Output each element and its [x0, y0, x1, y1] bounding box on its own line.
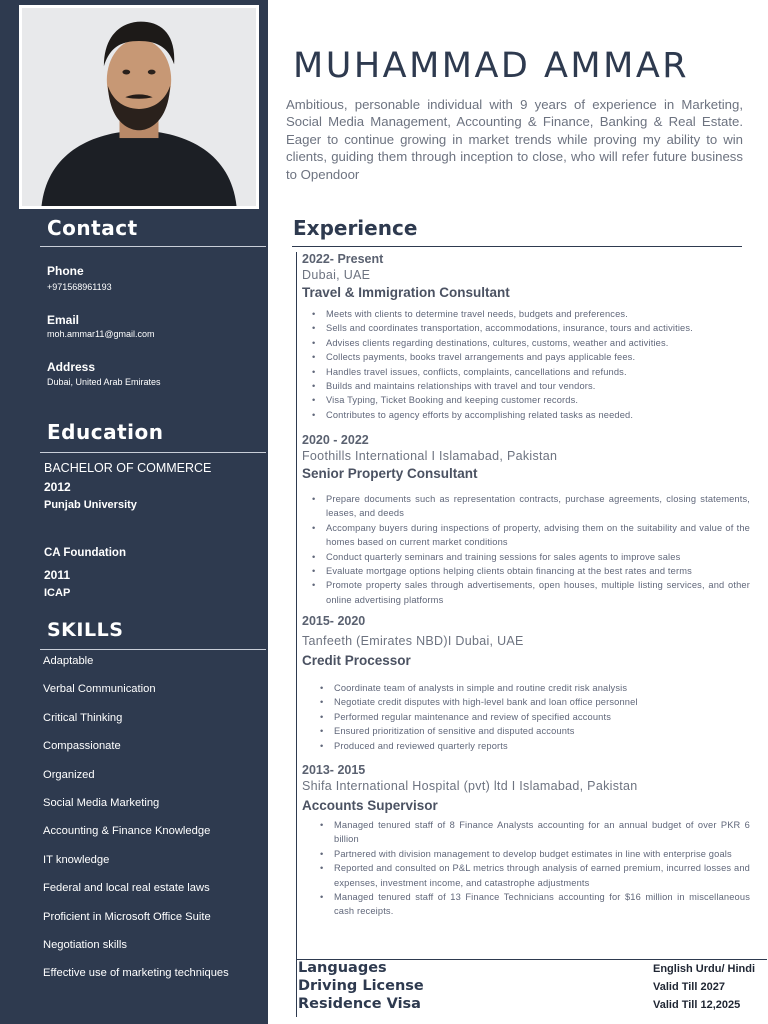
education-item [44, 461, 211, 511]
residence-visa-value: Valid Till 12,2025 [653, 999, 741, 1011]
address-value: Dubai, United Arab Emirates [47, 377, 161, 387]
driving-license-label: Driving License [298, 978, 424, 994]
skills-heading: SKILLS [47, 619, 124, 641]
skill-item: Adaptable [43, 655, 94, 667]
job-role: Senior Property Consultant [302, 466, 478, 481]
job-bullets [302, 818, 750, 919]
languages-label: Languages [298, 960, 387, 976]
job-bullet: • Advises clients regarding destinations, cultures, customs, weather and activities. [302, 336, 750, 350]
job-entry [302, 763, 750, 919]
candidate-name: MUHAMMAD AMMAR [293, 46, 690, 86]
education-year: 2012 [44, 480, 71, 494]
education-divider [40, 452, 266, 453]
job-bullet: • Produced and reviewed quarterly reports [302, 739, 750, 753]
education-school: Punjab University [44, 499, 137, 511]
skill-item: Critical Thinking [43, 711, 123, 724]
job-bullet: • Accompany buyers during inspections of property, advising them on the suitability and value of the homes based on current market conditions [302, 521, 750, 550]
address-label: Address [47, 360, 96, 374]
job-bullet: • Collects payments, books travel arrangements and pays applicable fees. [302, 350, 750, 364]
job-bullet: • Builds and maintains relationships with travel and tour vendors. [302, 379, 750, 393]
sidebar [0, 0, 268, 1024]
profile-photo-illustration [22, 8, 256, 206]
job-location: Dubai, UAE [302, 268, 371, 282]
job-location: Shifa International Hospital (pvt) ltd I Islamabad, Pakistan [302, 779, 638, 793]
education-degree: CA Foundation [44, 547, 126, 559]
job-years: 2015- 2020 [302, 614, 366, 628]
skills-list [43, 654, 229, 995]
job-bullet: • Coordinate team of analysts in simple and routine credit risk analysis [302, 681, 750, 695]
job-bullet: • Ensured prioritization of sensitive and disputed accounts [302, 724, 750, 738]
job-bullet: • Partnered with division management to develop budget estimates in line with enterprise goals [302, 847, 750, 861]
job-bullet: • Evaluate mortgage options helping clients obtain financing at the best rates and terms [302, 564, 750, 578]
residence-visa-label: Residence Visa [298, 996, 421, 1012]
job-bullet: • Meets with clients to determine travel needs, budgets and preferences. [302, 307, 750, 321]
job-years: 2020 - 2022 [302, 433, 369, 447]
skill-item: IT knowledge [43, 853, 110, 866]
job-bullet: • Sells and coordinates transportation, accommodations, insurance, tours and activities. [302, 321, 750, 335]
email-value: moh.ammar11@gmail.com [47, 329, 155, 339]
job-bullet: • Handles travel issues, conflicts, complaints, cancellations and refunds. [302, 365, 750, 379]
job-years: 2013- 2015 [302, 763, 366, 777]
job-location: Tanfeeth (Emirates NBD)I Dubai, UAE [302, 634, 524, 648]
profile-photo [19, 5, 259, 209]
education-item [44, 547, 126, 599]
job-bullet: • Performed regular maintenance and review of specified accounts [302, 710, 750, 724]
email-label: Email [47, 313, 80, 327]
job-role: Accounts Supervisor [302, 798, 438, 813]
languages-value: English Urdu/ Hindi [653, 963, 756, 975]
job-entry [302, 614, 750, 753]
skill-item: Social Media Marketing [43, 796, 160, 809]
contact-divider [40, 246, 266, 247]
phone-value: +971568961193 [47, 282, 112, 292]
job-entry [302, 433, 750, 607]
skill-item: Effective use of marketing techniques [43, 967, 229, 980]
job-bullet: • Managed tenured staff of 13 Finance Technicians accounting for $16 million in miscellaneous cash receipts. [302, 890, 750, 919]
driving-license-value: Valid Till 2027 [653, 981, 725, 993]
job-bullet: • Promote property sales through advertisements, open houses, multiple listing services, and other online advertising platforms [302, 578, 750, 607]
skill-item: Organized [43, 768, 95, 781]
job-bullet: • Prepare documents such as representation contracts, purchase agreements, closing statements, leases, and deeds [302, 492, 750, 521]
job-bullet: • Negotiate credit disputes with high-level bank and loan office personnel [302, 695, 750, 709]
profile-summary: Ambitious, personable individual with 9 years of experience in Marketing, Social Media Management, Accounting & Finance, Banking & Real Estate. Eager to continue growing in market trends while proving my ability to win clients, guiding them through inception to close, who will refer future business to Opendoor [286, 97, 743, 182]
job-years: 2022- Present [302, 252, 384, 266]
education-degree: BACHELOR OF COMMERCE [44, 461, 212, 475]
experience-divider [292, 246, 742, 247]
education-school: ICAP [44, 587, 71, 599]
job-location: Foothills International I Islamabad, Pakistan [302, 449, 558, 463]
job-role: Credit Processor [302, 653, 411, 668]
job-bullet: • Managed tenured staff of 8 Finance Analysts accounting for an annual budget of over PKR 6 billion [302, 818, 750, 847]
job-bullets [302, 681, 750, 753]
job-bullet: • Visa Typing, Ticket Booking and keeping customer records. [302, 393, 750, 407]
skill-item: Verbal Communication [43, 683, 156, 696]
phone-label: Phone [47, 264, 84, 278]
skill-item: Federal and local real estate laws [43, 882, 210, 895]
job-bullet: • Contributes to agency efforts by accomplishing related tasks as needed. [302, 408, 750, 422]
job-bullets [302, 492, 750, 607]
experience-timeline-line [296, 252, 297, 1017]
skill-item: Proficient in Microsoft Office Suite [43, 910, 211, 923]
job-bullet: • Reported and consulted on P&L metrics through analysis of earned premium, incurred losses and expenses, investment income, and catastrophe adjustments [302, 861, 750, 890]
job-role: Travel & Immigration Consultant [302, 285, 510, 300]
job-bullets [302, 307, 750, 422]
job-entry [302, 252, 750, 422]
education-heading: Education [47, 420, 164, 444]
experience-heading: Experience [293, 216, 418, 240]
skill-item: Negotiation skills [43, 938, 127, 951]
skill-item: Compassionate [43, 740, 121, 753]
contact-heading: Contact [47, 216, 138, 240]
skill-item: Accounting & Finance Knowledge [43, 825, 211, 838]
education-year: 2011 [44, 568, 71, 582]
skills-divider [40, 649, 266, 650]
job-bullet: • Conduct quarterly seminars and training sessions for sales agents to improve sales [302, 550, 750, 564]
